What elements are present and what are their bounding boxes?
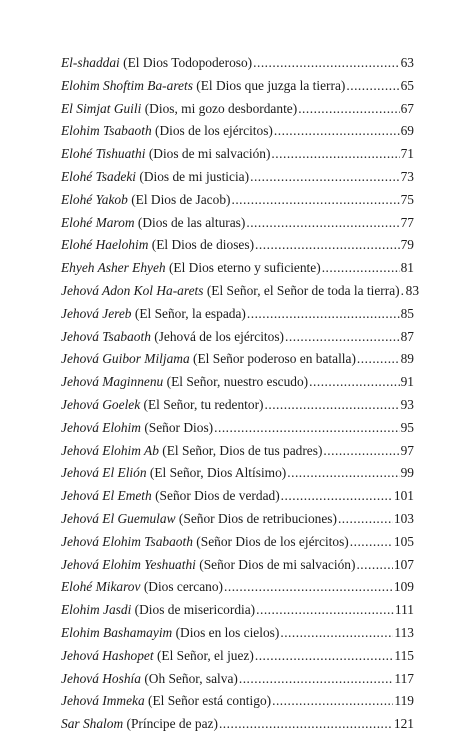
entry-gloss: (El Dios eterno y suficiente) [168,260,321,276]
page-number: 81 [400,260,414,276]
dot-leader [285,326,400,349]
entry-title [61,599,255,622]
dot-leader [323,440,399,463]
toc-entry [61,52,414,75]
entry-title [61,440,322,463]
entry-title [61,75,345,98]
page-number: 75 [400,191,414,207]
toc-entry [61,690,414,713]
dot-leader [253,52,399,75]
entry-title [61,462,286,485]
entry-gloss: (El Dios de dioses) [151,237,255,253]
entry-name: Elohé Tishuathi [61,146,146,162]
page-number: 67 [400,100,414,116]
page-number: 109 [393,579,414,595]
page-number: 93 [400,396,414,412]
dot-leader [357,348,400,371]
entry-name: Jehová Adon Kol Ha-arets [61,282,204,298]
entry-name: Elohé Yakob [61,191,128,207]
entry-name: Jehová El Emeth [61,488,152,504]
dot-leader [256,599,394,622]
entry-title [61,98,297,121]
entry-name: Elohim Jasdi [61,602,132,618]
page-number: 103 [393,510,414,526]
toc-entry [61,531,414,554]
entry-gloss: (El Señor poderoso en batalla) [193,351,356,367]
entry-gloss: (Oh Señor, salva) [144,670,238,686]
entry-name: Jehová Tsabaoth [61,328,151,344]
toc-entry [61,462,414,485]
page-number: 99 [400,465,414,481]
entry-title [61,417,213,440]
entry-gloss: (Dios en los cielos) [175,624,280,640]
entry-title [61,212,245,235]
page-number: 73 [400,168,414,184]
entry-name: El-shaddai [61,55,120,70]
entry-name: Elohé Marom [61,214,135,230]
entry-gloss: (El Señor, Dios de tus padres) [162,442,323,458]
entry-gloss: (El Señor está contigo) [148,693,272,709]
entry-name: Elohim Shoftim Ba-arets [61,77,193,93]
dot-leader [298,98,399,121]
page-number: 91 [400,374,414,390]
toc-entry [61,599,414,622]
entry-gloss: (El Señor, nuestro escudo) [166,374,309,390]
page-number: 85 [400,305,414,321]
toc-entry [61,326,414,349]
entry-gloss: (Príncipe de paz) [126,716,218,732]
dot-leader [239,668,394,691]
toc-entry [61,348,414,371]
toc-entry [61,668,414,691]
dot-leader [271,143,399,166]
page-number: 79 [400,237,414,253]
page-number: 89 [400,351,414,367]
dot-leader [322,257,400,280]
dot-leader [255,234,400,257]
entry-name: Jehová Guibor Miljama [61,351,190,367]
entry-name: Elohé Tsadeki [61,168,137,184]
toc-entry [61,166,414,189]
page-number: 97 [400,442,414,458]
dot-leader [350,531,393,554]
toc-entry [61,143,414,166]
page-number: 69 [400,123,414,139]
page-number: 77 [400,214,414,230]
entry-name: Jehová Elohim Tsabaoth [61,533,193,549]
entry-title [61,280,400,303]
toc-entry [61,189,414,212]
entry-gloss: (El Dios de Jacob) [131,191,231,207]
page-number: 95 [400,419,414,435]
page-number: 105 [393,533,414,549]
page-number: 65 [400,77,414,93]
entry-title [61,576,223,599]
dot-leader [231,189,399,212]
entry-name: Jehová Elohim Ab [61,442,159,458]
entry-name: Jehová Jereb [61,305,132,321]
entry-title [61,348,356,371]
entry-name: Elohé Mikarov [61,579,141,595]
entry-name: Jehová Hashopet [61,647,154,663]
page-number: 101 [393,488,414,504]
page-number: 87 [400,328,414,344]
entry-name: Sar Shalom [61,716,124,732]
entry-gloss: (El Dios que juzga la tierra) [196,77,346,93]
entry-gloss: (El Señor, Dios Altísimo) [149,465,287,481]
toc-entry [61,371,414,394]
entry-name: Jehová El Elión [61,465,147,481]
table-of-contents [61,52,420,736]
entry-name: Jehová Maginnenu [61,374,164,390]
dot-leader [280,622,393,645]
toc-entry [61,280,420,303]
entry-title [61,303,246,326]
entry-gloss: (Dios de las alturas) [137,214,246,230]
page-number: 113 [394,624,414,640]
dot-leader [246,212,399,235]
entry-title [61,713,218,736]
page-number: 111 [394,602,414,618]
entry-gloss: (Señor Dios de mi salvación) [199,556,356,572]
entry-title [61,622,279,645]
toc-entry [61,98,414,121]
entry-gloss: (Dios de misericordia) [134,602,256,618]
toc-entry [61,645,414,668]
toc-entry [61,485,414,508]
entry-title [61,508,337,531]
entry-gloss: (El Señor, el Señor de toda la tierra) [206,282,400,298]
entry-gloss: (Señor Dios de los ejércitos) [196,533,349,549]
dot-leader [287,462,399,485]
entry-title [61,234,254,257]
entry-name: Jehová El Guemulaw [61,510,176,526]
entry-title [61,257,321,280]
entry-gloss: (Dios de mi justicia) [139,168,250,184]
page-number: 107 [393,556,414,572]
entry-gloss: (Jehová de los ejércitos) [154,328,285,344]
entry-title [61,690,271,713]
dot-leader [224,576,393,599]
page-number: 115 [394,647,414,663]
entry-title [61,189,230,212]
entry-name: Elohé Haelohim [61,237,149,253]
page-number: 63 [400,55,414,70]
entry-gloss: (Señor Dios de retribuciones) [178,510,337,526]
dot-leader [250,166,400,189]
toc-entry [61,576,414,599]
dot-leader [309,371,399,394]
entry-name: Jehová Goelek [61,396,141,412]
page-number: 121 [393,716,414,732]
entry-title [61,52,252,75]
toc-entry [61,234,414,257]
entry-title [61,166,249,189]
entry-name: Ehyeh Asher Ehyeh [61,260,166,276]
dot-leader [281,485,393,508]
entry-title [61,371,308,394]
dot-leader [356,554,392,577]
entry-title [61,120,273,143]
dot-leader [346,75,399,98]
entry-gloss: (El Señor, tu redentor) [143,396,264,412]
toc-entry [61,713,414,736]
dot-leader [272,690,393,713]
toc-entry [61,508,414,531]
entry-name: El Simjat Guili [61,100,142,116]
entry-title [61,485,280,508]
toc-entry [61,440,414,463]
dot-leader [274,120,400,143]
entry-gloss: (Dios de mi salvación) [148,146,271,162]
dot-leader [219,713,393,736]
toc-entry [61,417,414,440]
entry-title [61,645,254,668]
toc-entry [61,303,414,326]
entry-gloss: (Dios cercano) [143,579,223,595]
entry-title [61,531,349,554]
entry-title [61,326,284,349]
toc-entry [61,554,414,577]
dot-leader [255,645,394,668]
entry-gloss: (El Señor, el juez) [156,647,254,663]
dot-leader [214,417,399,440]
toc-entry [61,212,414,235]
toc-entry [61,75,414,98]
entry-title [61,394,264,417]
dot-leader [338,508,393,531]
entry-name: Elohim Bashamayim [61,624,173,640]
entry-gloss: (Señor Dios) [144,419,214,435]
toc-entry [61,257,414,280]
entry-name: Jehová Elohim Yeshuathi [61,556,196,572]
dot-leader [401,280,405,303]
entry-gloss: (Señor Dios de verdad) [155,488,280,504]
entry-name: Elohim Tsabaoth [61,123,152,139]
entry-name: Jehová Hoshía [61,670,141,686]
dot-leader [247,303,400,326]
entry-gloss: (Dios, mi gozo desbordante) [144,100,298,116]
page-number: 117 [394,670,414,686]
entry-gloss: (El Señor, la espada) [134,305,246,321]
toc-entry [61,120,414,143]
entry-gloss: (Dios de los ejércitos) [155,123,273,139]
entry-gloss: (El Dios Todopoderoso) [123,55,253,70]
entry-title [61,143,270,166]
entry-title [61,554,355,577]
entry-name: Jehová Immeka [61,693,145,709]
toc-entry [61,622,414,645]
entry-title [61,668,238,691]
toc-entry [61,394,414,417]
dot-leader [265,394,400,417]
page-number: 71 [400,146,414,162]
entry-name: Jehová Elohim [61,419,141,435]
page-number: 119 [394,693,414,709]
page-number: 83 [405,282,420,298]
